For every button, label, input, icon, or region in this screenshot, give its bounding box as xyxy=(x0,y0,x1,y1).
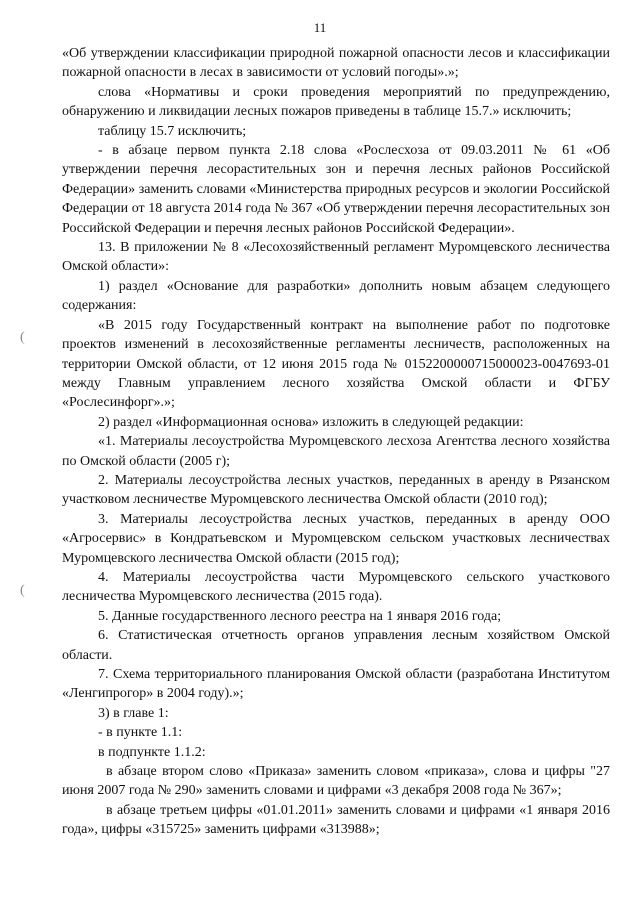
paragraph: 4. Материалы лесоустройства части Муромцевского сельского участкового лесничества Муромцевского лесничества (2015 года). xyxy=(62,569,610,605)
paragraph: таблицу 15.7 исключить; xyxy=(98,123,247,139)
paragraph: в подпункте 1.1.2: xyxy=(98,744,206,760)
paragraph: 3) в главе 1: xyxy=(98,705,169,721)
paragraph: 3. Материалы лесоустройства лесных участков, переданных в аренду ООО «Агросервис» в Кондратьевском и Муромцевском сельском участковых лесничествах Муромцевского лесничества Омской области (2015 год); xyxy=(62,511,610,566)
paragraph: «В 2015 году Государственный контракт на выполнение работ по подготовке проектов изменений в лесохозяйственные регламенты лесничеств, расположенных на территории Омской области, от 12 июня 2015 года № 0152200000715000023-0047693-01 между Главным управлением лесного хозяйства Омской области и ФГБУ «Рослесинфорг».»; xyxy=(62,317,610,411)
paragraph: - в пункте 1.1: xyxy=(98,725,183,741)
paragraph: 13. В приложении № 8 «Лесохозяйственный регламент Муромцевского лесничества Омской области»: xyxy=(62,240,610,275)
paragraph: 2. Материалы лесоустройства лесных участков, переданных в аренду в Рязанском участковом лесничестве Муромцевского лесничества Омской области (2010 год); xyxy=(62,472,610,508)
paragraph: 5. Данные государственного лесного реестра на 1 января 2016 года; xyxy=(98,608,502,624)
paragraph: 7. Схема территориального планирования Омской области (разработана Институтом «Ленгипрогор» в 2004 году).»; xyxy=(62,667,610,702)
paragraph: 6. Статистическая отчетность органов управления лесным хозяйством Омской области. xyxy=(62,628,610,663)
paragraph: в абзаце втором слово «Приказа» заменить словом «приказа», слова и цифры "27 июня 2007 года № 290» заменить словами и цифрами «3 декабря 2008 года № 367»; xyxy=(62,764,610,799)
paragraph: «Об утверждении классификации природной пожарной опасности лесов и классификации пожарной опасности в лесах в зависимости от условий погоды».»; xyxy=(62,46,610,81)
margin-mark: ( xyxy=(20,583,25,598)
paragraph: 2) раздел «Информационная основа» изложить в следующей редакции: xyxy=(98,414,524,430)
document-body xyxy=(62,44,610,840)
paragraph: - в абзаце первом пункта 2.18 слова «Рослесхоза от 09.03.2011 № 61 «Об утверждении перечня лесорастительных зон и перечня лесных районов Российской Федерации» заменить словами «Министерства природных ресурсов и экологии Российской Федерации от 18 августа 2014 года № 367 «Об утверждении перечня лесорастительных зон Российской Федерации и перечня лесных районов Российской Федерации». xyxy=(62,143,610,236)
paragraph: в абзаце третьем цифры «01.01.2011» заменить словами и цифрами «1 января 2016 года», цифры «315725» заменить цифрами «313988»; xyxy=(62,802,610,838)
paragraph: 1) раздел «Основание для разработки» дополнить новым абзацем следующего содержания: xyxy=(62,278,610,314)
page-number: 11 xyxy=(313,20,327,35)
paragraph: «1. Материалы лесоустройства Муромцевского лесхоза Агентства лесного хозяйства по Омской области (2005 г); xyxy=(62,434,610,469)
margin-mark: ( xyxy=(20,330,25,345)
paragraph: слова «Нормативы и сроки проведения мероприятий по предупреждению, обнаружению и ликвидации лесных пожаров приведены в таблице 15.7.» исключить; xyxy=(62,84,610,120)
